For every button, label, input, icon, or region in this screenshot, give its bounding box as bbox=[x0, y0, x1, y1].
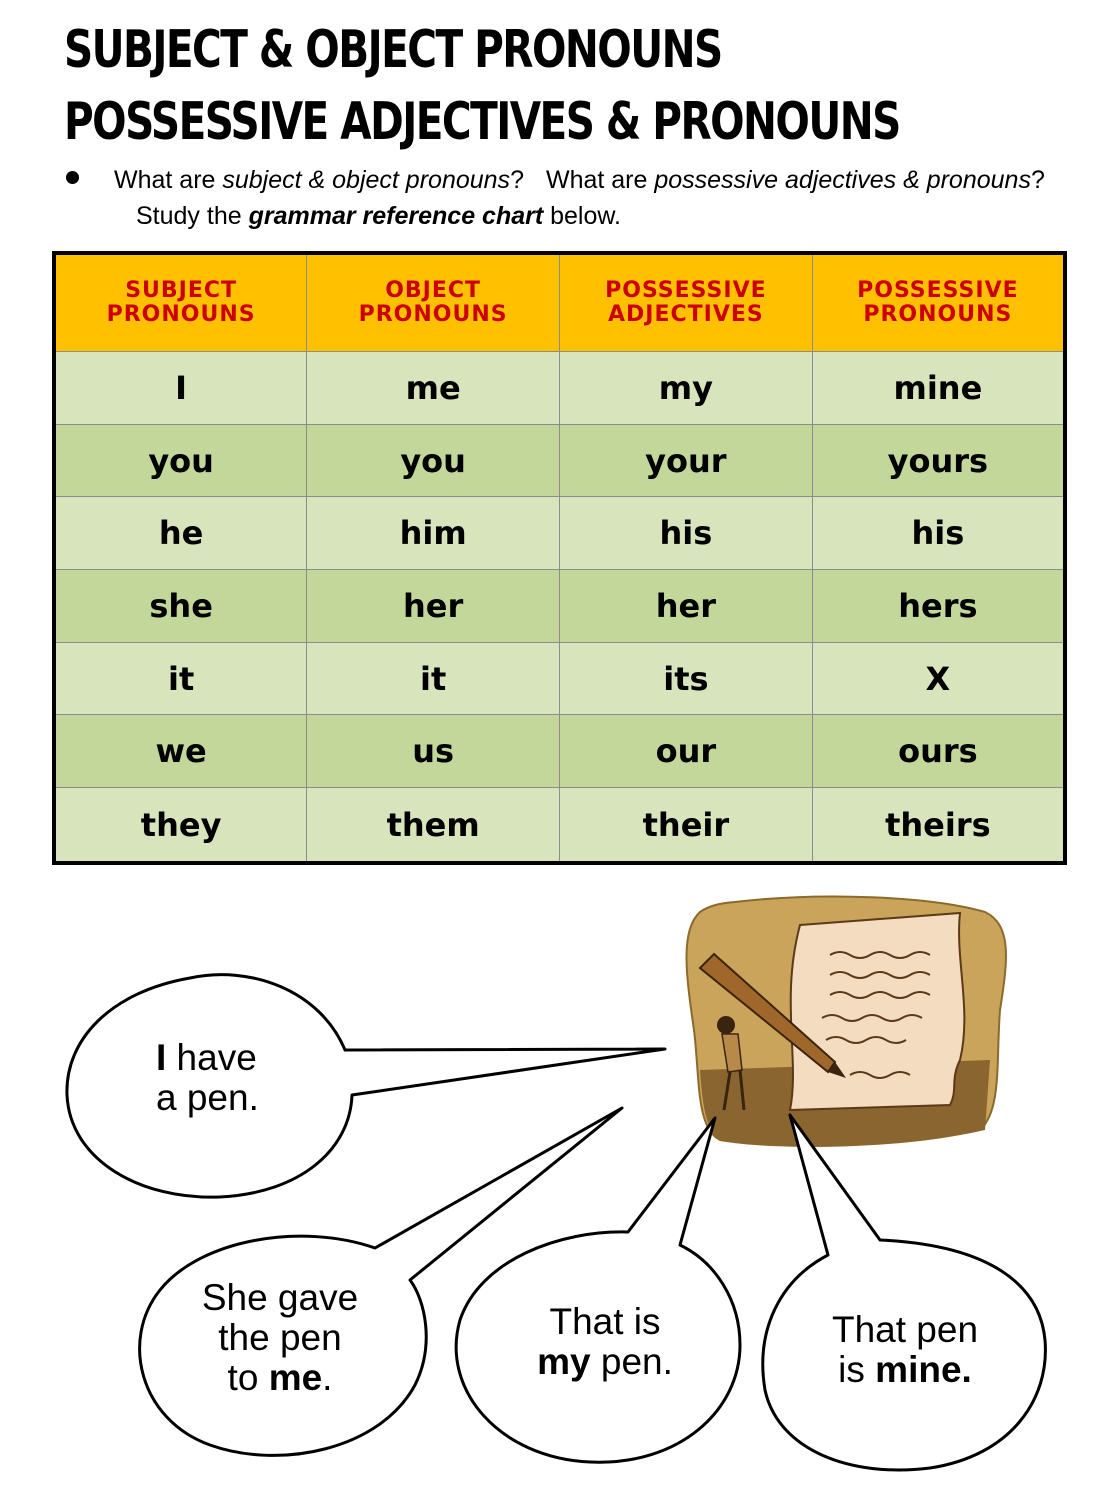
table-cell: us bbox=[307, 715, 560, 788]
bubble-4-text: That pen is mine. bbox=[831, 1309, 979, 1390]
table-cell: mine bbox=[812, 352, 1065, 425]
table-cell: her bbox=[560, 570, 813, 643]
table-cell: ours bbox=[812, 715, 1065, 788]
header-possessive-pronouns: POSSESSIVE PRONOUNS bbox=[812, 253, 1065, 352]
table-cell: it bbox=[307, 642, 560, 715]
table-cell: they bbox=[54, 788, 307, 863]
table-cell: his bbox=[560, 497, 813, 570]
table-cell: we bbox=[54, 715, 307, 788]
table-cell: X bbox=[812, 642, 1065, 715]
intro-text: What are subject & object pronouns? What are possessive adjectives & pronouns?Study the grammar reference chart below. bbox=[114, 166, 1045, 230]
table-cell: my bbox=[560, 352, 813, 425]
table-cell: yours bbox=[812, 424, 1065, 497]
table-cell: your bbox=[560, 424, 813, 497]
table-cell: I bbox=[54, 352, 307, 425]
header-object-pronouns: OBJECT PRONOUNS bbox=[307, 253, 560, 352]
table-cell: her bbox=[307, 570, 560, 643]
table-cell: you bbox=[307, 424, 560, 497]
page-title-line-1: SUBJECT & OBJECT PRONOUNS bbox=[64, 20, 722, 80]
table-cell: she bbox=[54, 570, 307, 643]
table-cell: them bbox=[307, 788, 560, 863]
table-cell: his bbox=[812, 497, 1065, 570]
speech-bubble-4 bbox=[763, 1115, 1046, 1470]
speech-bubble-3 bbox=[456, 1118, 740, 1462]
bubble-2-text: She gave the pen to me. bbox=[201, 1277, 359, 1398]
table-cell: it bbox=[54, 642, 307, 715]
table-cell: me bbox=[307, 352, 560, 425]
table-cell: he bbox=[54, 497, 307, 570]
header-possessive-adjectives: POSSESSIVE ADJECTIVES bbox=[560, 253, 813, 352]
header-subject-pronouns: SUBJECT PRONOUNS bbox=[54, 253, 307, 352]
page-title-line-2: POSSESSIVE ADJECTIVES & PRONOUNS bbox=[64, 92, 900, 152]
writer-with-giant-pen-icon bbox=[687, 897, 1006, 1146]
table-cell: hers bbox=[812, 570, 1065, 643]
table-cell: you bbox=[54, 424, 307, 497]
bubble-3-text: That is my pen. bbox=[537, 1301, 673, 1382]
table-cell: their bbox=[560, 788, 813, 863]
table-cell: its bbox=[560, 642, 813, 715]
bubble-1-text: I have a pen. bbox=[156, 1037, 259, 1118]
table-cell: our bbox=[560, 715, 813, 788]
table-cell: theirs bbox=[812, 788, 1065, 863]
table-cell: him bbox=[307, 497, 560, 570]
